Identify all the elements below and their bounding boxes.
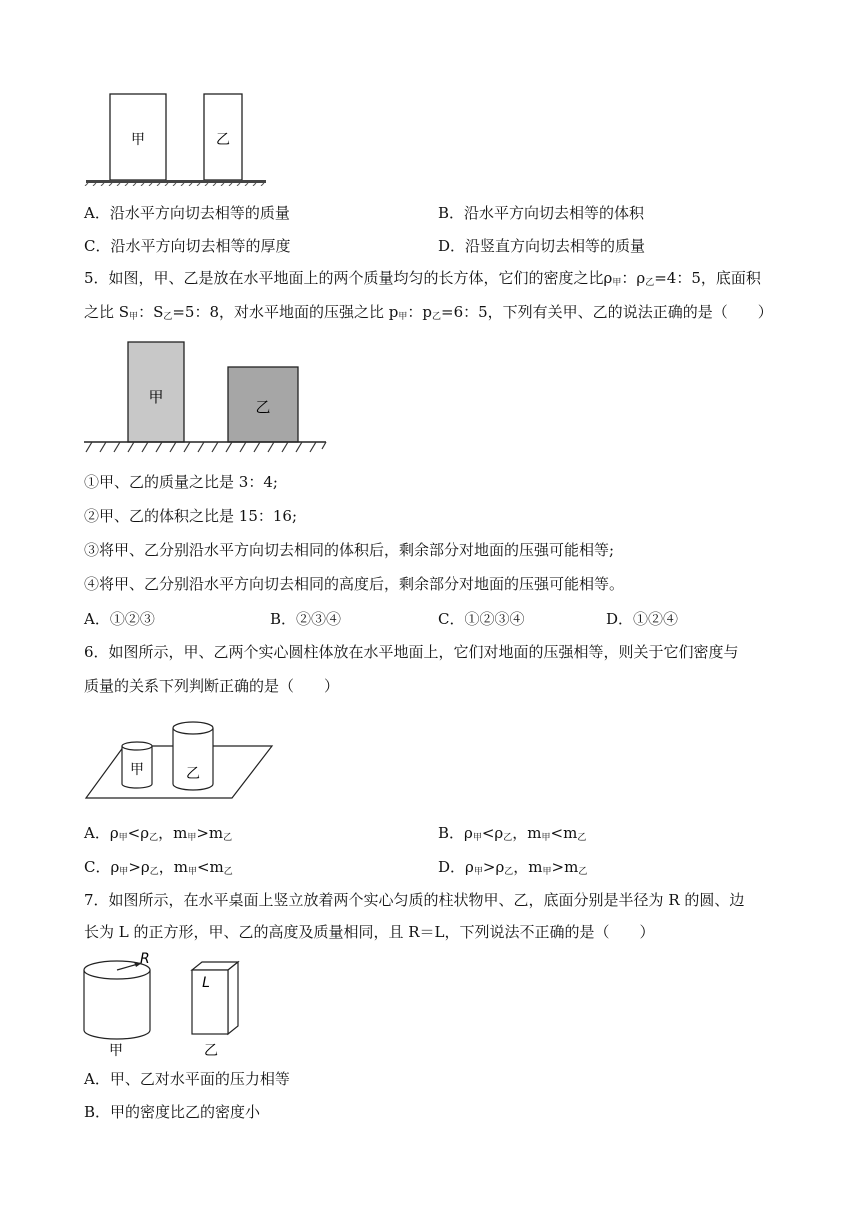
q5-option-c: C．①②③④ bbox=[438, 610, 525, 628]
q5-option-a: A．①②③ bbox=[84, 610, 155, 628]
q5-label-yi: 乙 bbox=[255, 398, 271, 416]
q7-label-yi: 乙 bbox=[204, 1043, 218, 1059]
q6-option-d: D．$\rho_甲>\rho_乙$，$m_甲>m_乙$ bbox=[438, 858, 588, 877]
q7-option-a: A．甲、乙对水平面的压力相等 bbox=[84, 1070, 290, 1088]
q4-option-c: C．沿水平方向切去相等的厚度 bbox=[84, 237, 291, 255]
q5-figure bbox=[84, 336, 334, 456]
q7-figure bbox=[80, 952, 260, 1060]
q7-option-b: B．甲的密度比乙的密度小 bbox=[84, 1103, 261, 1121]
q6-figure bbox=[84, 714, 274, 804]
q4-ground bbox=[86, 180, 266, 183]
q5-stem-line2: 之比 $S_甲$：$S_乙=5$：8，对水平地面的压强之比 $p_甲$：$p_乙=6$：5，下列有关甲、乙的说法正确的是（ ） bbox=[84, 303, 773, 322]
q5-label-jia: 甲 bbox=[148, 388, 164, 406]
q7-label-jia: 甲 bbox=[109, 1043, 123, 1059]
q6-option-a: A．$\rho_甲<\rho_乙$，$m_甲>m_乙$ bbox=[84, 824, 233, 843]
q5-option-d: D．①②④ bbox=[606, 610, 679, 628]
q5-statement-2: ②甲、乙的体积之比是 15：16; bbox=[84, 507, 297, 525]
q6-label-yi: 乙 bbox=[186, 766, 200, 782]
q7-prism-yi bbox=[192, 962, 238, 1034]
q7-stem-line2: 长为 L 的正方形，甲、乙的高度及质量相同，且 R＝L，下列说法不正确的是（ ） bbox=[84, 923, 655, 941]
q6-label-jia: 甲 bbox=[130, 762, 144, 778]
q4-figure bbox=[84, 86, 274, 186]
q6-stem-line1: 6．如图所示，甲、乙两个实心圆柱体放在水平地面上，它们对地面的压强相等，则关于它们密度与 bbox=[84, 643, 739, 661]
q7-stem-line1: 7．如图所示，在水平桌面上竖立放着两个实心匀质的柱状物甲、乙，底面分别是半径为 R 的圆、边 bbox=[84, 891, 745, 909]
q6-option-c: C．$\rho_甲>\rho_乙$，$m_甲<m_乙$ bbox=[84, 858, 233, 877]
q4-option-a: A．沿水平方向切去相等的质量 bbox=[84, 204, 290, 222]
q4-label-jia: 甲 bbox=[131, 132, 145, 148]
q6-stem-line2: 质量的关系下列判断正确的是（ ） bbox=[84, 677, 340, 695]
q7-label-L: L bbox=[202, 975, 210, 991]
q5-statement-4: ④将甲、乙分别沿水平方向切去相同的高度后，剩余部分对地面的压强可能相等。 bbox=[84, 575, 625, 593]
q4-option-d: D．沿竖直方向切去相等的质量 bbox=[438, 237, 646, 255]
q6-option-b: B．$\rho_甲<\rho_乙$，$m_甲<m_乙$ bbox=[438, 824, 587, 843]
q7-label-R: R bbox=[140, 952, 150, 967]
q5-statement-3: ③将甲、乙分别沿水平方向切去相同的体积后，剩余部分对地面的压强可能相等; bbox=[84, 541, 615, 559]
q5-stem-line1: 5．如图，甲、乙是放在水平地面上的两个质量均匀的长方体，它们的密度之比$\rho_甲$：$\rho_乙=4$：5，底面积 bbox=[84, 269, 761, 288]
q4-label-yi: 乙 bbox=[216, 132, 230, 148]
q4-option-b: B．沿水平方向切去相等的体积 bbox=[438, 204, 645, 222]
q5-option-b: B．②③④ bbox=[270, 610, 342, 628]
q7-cylinder-jia bbox=[84, 961, 150, 1039]
q5-statement-1: ①甲、乙的质量之比是 3：4; bbox=[84, 473, 278, 491]
